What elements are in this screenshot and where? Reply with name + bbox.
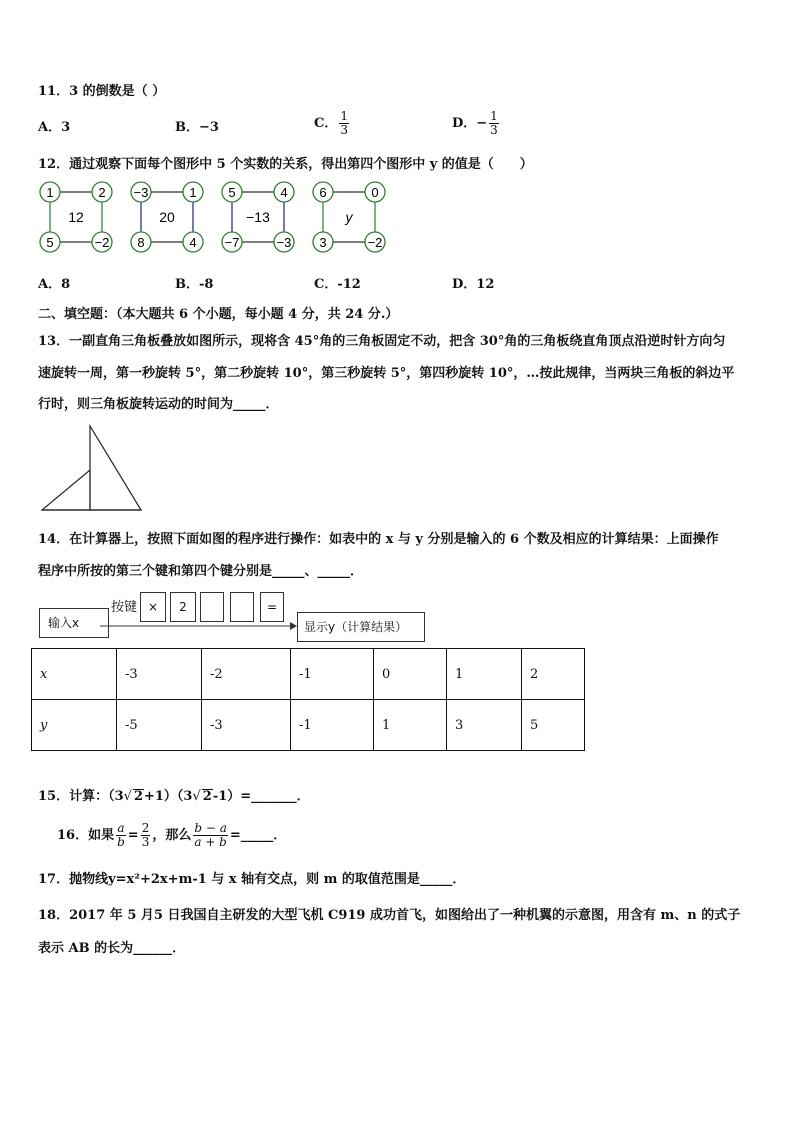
q12-option-a: A．8 xyxy=(38,277,71,292)
table-cell: -1 xyxy=(291,700,374,751)
q12-option-b: B．-8 xyxy=(175,277,214,292)
fraction-denominator: 3 xyxy=(141,835,150,849)
q15-text: -1）=_______． xyxy=(212,789,310,804)
fraction-numerator: 2 xyxy=(141,821,150,835)
key-multiply[interactable]: × xyxy=(140,592,166,622)
q12-node-value: 5 xyxy=(46,235,54,250)
sqrt-symbol: √ xyxy=(123,789,132,804)
fraction-numerator: 1 xyxy=(340,109,348,123)
table-cell: y xyxy=(32,700,117,751)
q11-option-c-fraction xyxy=(339,110,349,137)
q16-fraction-result xyxy=(193,822,228,849)
table-cell: -5 xyxy=(117,700,202,751)
input-x-box: 输入x xyxy=(39,608,109,638)
q16-text: = xyxy=(127,828,139,843)
q15-text: 15．计算：（3 xyxy=(38,789,124,804)
sqrt-symbol: √ xyxy=(192,789,201,804)
q12-node-value: 8 xyxy=(137,235,145,250)
q12-node-value: −3 xyxy=(276,235,292,250)
q15-text: +1）（3 xyxy=(143,789,193,804)
output-y-box: 显示y（计算结果） xyxy=(297,612,425,642)
key-blank-3[interactable] xyxy=(200,592,224,622)
q11-option-d-fraction xyxy=(489,110,499,137)
q12-figure xyxy=(313,182,385,252)
q13-line-3: 行时，则三角板旋转运动的时间为_____． xyxy=(38,397,279,412)
q11-option-d-label: D．− xyxy=(452,116,488,131)
q11-option-a: A．3 xyxy=(38,120,71,135)
table-cell: -3 xyxy=(117,649,202,700)
q15-radicand-2: 2 xyxy=(202,789,212,804)
q15-radicand-1: 2 xyxy=(133,789,143,804)
table-cell: 1 xyxy=(374,700,447,751)
fraction-denominator: a + b xyxy=(194,835,227,849)
q13-line-2: 速旋转一周，第一秒旋转 5°，第二秒旋转 10°，第三秒旋转 5°，第四秒旋转 10°，…按此规律，当两块三角板的斜边平 xyxy=(38,366,735,381)
q12-node-value: −7 xyxy=(224,235,240,250)
fraction-denominator: b xyxy=(117,835,125,849)
q12-node-value: 5 xyxy=(228,185,236,200)
triangle-30 xyxy=(90,426,141,510)
q12-node-value: 1 xyxy=(46,185,54,200)
q11-stem: 11．3 的倒数是（ ） xyxy=(38,84,166,99)
q16 xyxy=(57,822,286,849)
q12-node-value: −2 xyxy=(94,235,110,250)
fraction-numerator: b − a xyxy=(194,821,227,835)
q12-node-value: 6 xyxy=(319,185,327,200)
xy-table xyxy=(31,648,585,751)
q13-line-1: 13．一副直角三角板叠放如图所示，现将含 45°角的三角板固定不动，把含 30°角的三角板绕直角顶点沿逆时针方向匀 xyxy=(38,334,726,349)
q17: 17．抛物线y=x²+2x+m-1 与 x 轴有交点，则 m 的取值范围是_____． xyxy=(38,872,466,887)
q12-center-value: 12 xyxy=(68,209,84,225)
q12-figures xyxy=(30,178,400,258)
q12-node-value: 4 xyxy=(280,185,288,200)
q16-fraction-a-b xyxy=(116,822,126,849)
q11-option-c-label: C． xyxy=(314,116,338,131)
q12-figure xyxy=(222,182,294,252)
q12-node-value: 0 xyxy=(371,185,379,200)
key-blank-4[interactable] xyxy=(230,592,254,622)
table-row-y xyxy=(32,700,585,751)
table-cell: x xyxy=(32,649,117,700)
table-cell: 1 xyxy=(447,649,522,700)
q12-option-d: D．12 xyxy=(452,277,495,292)
key-equals[interactable]: = xyxy=(260,592,284,622)
q12-node-value: −3 xyxy=(133,185,149,200)
fraction-denominator: 3 xyxy=(340,123,348,137)
q12-center-value: −13 xyxy=(246,209,270,225)
key-label: 按键 xyxy=(111,600,138,615)
q11-option-b: B．−3 xyxy=(175,120,219,135)
q12-figure xyxy=(131,182,203,252)
q16-text: =_____． xyxy=(229,828,287,843)
flow-arrow xyxy=(100,620,298,632)
q12-node-value: −2 xyxy=(367,235,383,250)
q13-triangle-figure xyxy=(38,424,146,514)
table-cell: 0 xyxy=(374,649,447,700)
q15 xyxy=(38,789,310,805)
q11-option-c xyxy=(314,110,351,137)
triangle-45 xyxy=(42,470,90,510)
q16-fraction-2-3 xyxy=(141,822,151,849)
table-cell: 5 xyxy=(522,700,585,751)
fraction-denominator: 3 xyxy=(490,123,498,137)
table-cell: -2 xyxy=(202,649,291,700)
q14-line-1: 14．在计算器上，按照下面如图的程序进行操作：如表中的 x 与 y 分别是输入的 6 个数及相应的计算结果：上面操作 xyxy=(38,532,719,547)
q12-option-c: C．-12 xyxy=(314,277,361,292)
q12-node-value: 3 xyxy=(319,235,327,250)
table-cell: -1 xyxy=(291,649,374,700)
key-two[interactable]: 2 xyxy=(170,592,196,622)
q12-stem: 12．通过观察下面每个图形中 5 个实数的关系，得出第四个图形中 y 的值是（ ） xyxy=(38,157,533,172)
q12-center-value: y xyxy=(345,209,353,225)
q12-node-value: 4 xyxy=(189,235,197,250)
table-cell: 3 xyxy=(447,700,522,751)
q16-text: ，那么 xyxy=(152,828,192,843)
q18-line-1: 18．2017 年 5 月5 日我国自主研发的大型飞机 C919 成功首飞，如图给出了一种机翼的示意图，用含有 m、n 的式子 xyxy=(38,908,741,923)
q11-option-d xyxy=(452,110,501,137)
q18-line-2: 表示 AB 的长为______． xyxy=(38,941,186,956)
table-row-x xyxy=(32,649,585,700)
table-cell: -3 xyxy=(202,700,291,751)
q12-node-value: 1 xyxy=(189,185,197,200)
q12-node-value: 2 xyxy=(98,185,106,200)
q14-line-2: 程序中所按的第三个键和第四个键分别是_____、_____． xyxy=(38,564,364,579)
q12-center-value: 20 xyxy=(159,209,175,225)
section-heading: 二、填空题：（本大题共 6 个小题，每小题 4 分，共 24 分.） xyxy=(38,307,399,322)
q16-text: 16．如果 xyxy=(57,828,115,843)
q12-figure xyxy=(40,182,112,252)
fraction-numerator: 1 xyxy=(490,109,498,123)
fraction-numerator: a xyxy=(117,821,125,835)
table-cell: 2 xyxy=(522,649,585,700)
